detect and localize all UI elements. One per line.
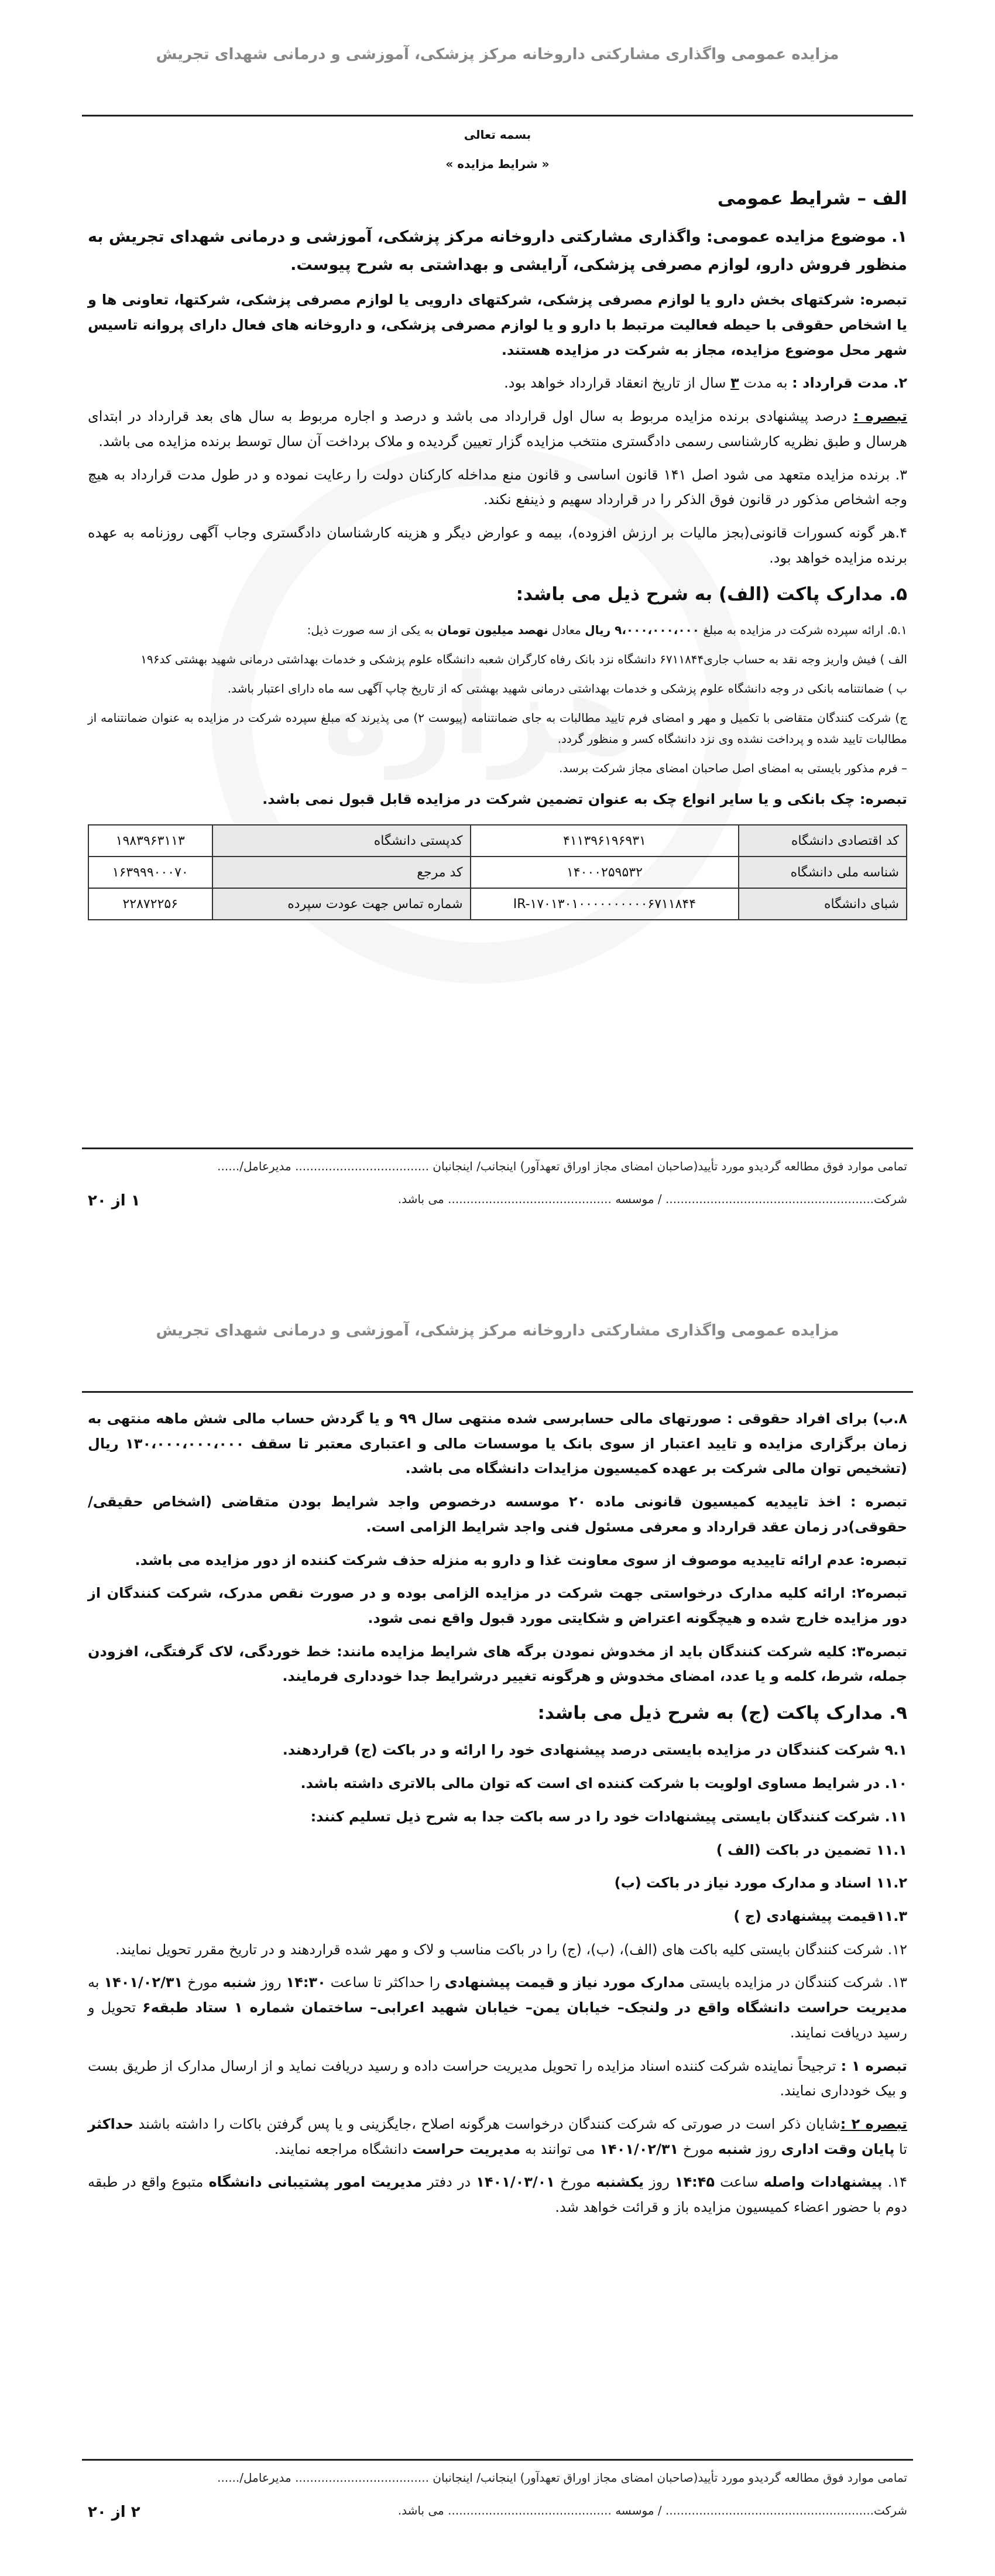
note-13-2: تبصره ۲ :شایان ذکر است در صورتی که شرکت کنندگان درخواست هرگونه اصلاح ،جایگزینی و یا پس گرفتن باکات را داشته باشند حداکثر تا پایان وقت اداری روز شنبه مورخ ۱۴۰۱/۰۲/۳۱ می توانند به مدیریت حراست دانشگاه مراجعه نمایند. bbox=[88, 2115, 908, 2157]
bismillah: بسمه تعالی bbox=[464, 128, 531, 142]
table-cell: کد اقتصادی دانشگاه bbox=[739, 825, 907, 857]
table-cell: کدپستی دانشگاه bbox=[212, 825, 471, 857]
section-a-title: الف – شرایط عمومی bbox=[717, 188, 907, 209]
table-cell: شبای دانشگاه bbox=[739, 888, 907, 920]
item-9-title: ۹. مدارک پاکت (ج) به شرح ذیل می باشد: bbox=[537, 1703, 907, 1724]
table-row bbox=[88, 857, 907, 888]
table-row bbox=[88, 888, 907, 920]
note-8-1: تبصره : اخذ تاییدیه کمیسیون قانونی ماده ۲۰ موسسه درخصوص واجد شرایط بودن متقاضی (اشخاص حقیقی/ حقوقی)در زمان عقد قرارداد و معرفی مسئول فنی واجد شرایط الزامی است. bbox=[88, 1493, 907, 1535]
page-2-footer bbox=[88, 2471, 907, 2536]
note-1: تبصره: شرکتهای بخش دارو یا لوازم مصرفی پزشکی، شرکتهای دارویی یا لوازم مصرفی پزشکی، شرکتها، تعاونی ها و یا اشخاص حقوقی با حیطه فعالیت مرتبط با دارو و یا لوازم مصرفی پزشکی، و داروخانه های فعال دارای پروانه تاسیس شهر محل موضوع مزایده، مجاز به شرکت در مزایده هستند. bbox=[88, 292, 907, 358]
item-8-b: ۸.ب) برای افراد حقوقی : صورتهای مالی حسابرسی شده منتهی سال ۹۹ و یا گردش حساب مالی شش ماهه منتهی به زمان برگزاری مزایده و تایید اعتبار از سوی بانک یا موسسات مالی و اعتباری معتبر تا سقف ۱۳۰،۰۰۰،۰۰۰،۰۰۰ ریال (تشخیص توان مالی شرکت بر عهده کمیسیون مزایدات دانشگاه می باشد. bbox=[88, 1410, 908, 1477]
item-1: ۱. موضوع مزایده عمومی: واگذاری مشارکتی داروخانه مرکز پزشکی، آموزشی و درمانی شهدای تجریش به منظور فروش دارو، لوازم مصرفی پزشکی، آرایشی و بهداشتی به شرح پیوست. bbox=[88, 228, 907, 275]
item-4: ۴.هر گونه کسورات قانونی(بجز مالیات بر ارزش افزوده)، بیمه و عوارض دیگر و هزینه کارشناسان دادگستری وجاب آگهی روزنامه به عهده برنده مزایده خواهد بود. bbox=[88, 525, 907, 566]
page-header: مزایده عمومی واگذاری مشارکتی داروخانه مرکز پزشکی، آموزشی و درمانی شهدای تجریش bbox=[156, 46, 839, 63]
item-11-2: ۱۱.۲ اسناد و مدارک مورد نیاز در باکت (ب) bbox=[614, 1875, 907, 1892]
table-cell: شماره تماس جهت عودت سپرده bbox=[212, 888, 471, 920]
table-cell: کد مرجع bbox=[212, 857, 471, 888]
table-cell: شناسه ملی دانشگاه bbox=[739, 857, 907, 888]
item-2: ۲. مدت قرارداد : به مدت ۳ سال از تاریخ انعقاد قرارداد خواهد بود. bbox=[504, 375, 907, 392]
item-5-title: ۵. مدارک پاکت (الف) به شرح ذیل می باشد: bbox=[516, 584, 907, 605]
page-header: مزایده عمومی واگذاری مشارکتی داروخانه مرکز پزشکی، آموزشی و درمانی شهدای تجریش bbox=[156, 1322, 839, 1340]
page-2 bbox=[0, 1276, 995, 2576]
page-1 bbox=[0, 0, 995, 1253]
option-alef: الف ) فیش واریز وجه نقد به حساب جاری۶۷۱۱۸۴۴ دانشگاه نزد بانک رفاه کارگران شعبه دانشگاه علوم پزشکی و خدمات بهداشتی درمانی شهید بهشتی کد۱۹۶ bbox=[140, 652, 907, 666]
option-jim: ج) شرکت کنندگان متقاضی با تکمیل و مهر و امضای فرم تایید مطالبات به جای ضمانتنامه (پیوست ۲) می پذیرند که مبلغ سپرده شرکت در مزایده به عنوان ضمانتنامه از مطالبات تایید شده و پرداخت نشده وی نزد دانشگاه کسر و منظور گردد. bbox=[88, 710, 907, 746]
item-11-1: ۱۱.۱ تضمین در باکت (الف ) bbox=[716, 1841, 907, 1858]
footer-company-line: شرکت........................................................ / موسسه ............................................ می باشد. bbox=[397, 1192, 907, 1206]
footer-signature-line: تمامی موارد فوق مطالعه گردیدو مورد تأیید(صاحبان امضای مجاز اوراق تعهدآور) اینجانب/ اینجانبان .................................... مدیرعامل/...... bbox=[217, 1159, 907, 1173]
item-11: ۱۱. شرکت کنندگان بایستی پیشنهادات خود را در سه باکت جدا به شرح ذیل تسلیم کنند: bbox=[310, 1808, 907, 1825]
option-be: ب ) ضمانتنامه بانکی در وجه دانشگاه علوم پزشکی و خدمات بهداشتی درمانی شهید بهشتی که از تاریخ چاپ آگهی سه ماه دارای اعتبار باشد. bbox=[227, 681, 907, 696]
footer-rule bbox=[82, 1147, 913, 1149]
table-cell: ۱۹۸۳۹۶۳۱۱۳ bbox=[88, 825, 212, 857]
note-13-1: تبصره ۱ : ترجیحاً نماینده شرکت کننده اسناد مزایده را تحویل مدیریت حراست داده و رسید دریافت نماید و از ارسال مدارک از طریق بست و بیک خودداری نمایند. bbox=[88, 2057, 907, 2099]
table-cell: ۲۲۸۷۲۲۵۶ bbox=[88, 888, 212, 920]
table-row bbox=[88, 825, 907, 857]
table-cell: ۴۱۱۳۹۶۱۹۶۹۳۱ bbox=[471, 825, 739, 857]
header-rule bbox=[82, 1391, 913, 1393]
page-1-body bbox=[88, 124, 907, 931]
form-note: – فرم مذکور بایستی به امضای اصل صاحبان امضای مجاز شرکت برسد. bbox=[559, 761, 907, 775]
item-9-1: ۹.۱ شرکت کنندگان در مزایده بایستی درصد پیشنهادی خود را ارائه و در باکت (ج) قراردهند. bbox=[282, 1742, 907, 1759]
footer-rule bbox=[82, 2459, 913, 2461]
page-1-footer bbox=[88, 1159, 907, 1225]
table-cell: IR-۱۷۰۱۳۰۱۰۰۰۰۰۰۰۰۰۰۶۷۱۱۸۴۴ bbox=[471, 888, 739, 920]
table-cell: ۱۶۳۹۹۹۰۰۰۷۰ bbox=[88, 857, 212, 888]
footer-signature-line: تمامی موارد فوق مطالعه گردیدو مورد تأیید(صاحبان امضای مجاز اوراق تعهدآور) اینجانب/ اینجانبان .................................... مدیرعامل/...... bbox=[217, 2471, 907, 2485]
university-info-table bbox=[88, 824, 907, 920]
note-8-2: تبصره: عدم ارائه تاییدیه موصوف از سوی معاونت غذا و دارو به منزله حذف شرکت کننده از دور مزایده می باشد. bbox=[135, 1551, 907, 1568]
item-14: ۱۴. پیشنهادات واصله ساعت ۱۴:۴۵ روز یکشنبه مورخ ۱۴۰۱/۰۳/۰۱ در دفتر مدیریت امور پشتیبانی دانشگاه متبوع واقع در طبقه دوم با حضور اعضاء کمیسیون مزایده باز و قرائت خواهد شد. bbox=[88, 2174, 908, 2216]
page-2-body bbox=[88, 1406, 907, 2228]
item-10: ۱۰. در شرایط مساوی اولویت با شرکت کننده ای است که توان مالی بالاتری داشته باشد. bbox=[300, 1775, 907, 1792]
note-8-3: تبصره۲: ارائه کلیه مدارک درخواستی جهت شرکت در مزایده الزامی بوده و در صورت نقص مدرک، شرکت کنندگان از دور مزایده خارج شده و هیچگونه اعتراض و شکایتی مورد قبول واقع نمی شود. bbox=[88, 1585, 907, 1627]
note-2: تبصره : درصد پیشنهادی برنده مزایده مربوط به سال اول قرارداد می باشد و درصد و اجاره مربوط به سال های بعد قرارداد در ابتدای هرسال و طبق نظریه کارشناسی رسمی دادگستری منتخب مزایده گزار تعیین گردیده و ملاک برداخت آن سال توسط برنده مزایده می باشد. bbox=[88, 408, 907, 450]
table-cell: ۱۴۰۰۰۲۵۹۵۳۲ bbox=[471, 857, 739, 888]
item-11-3: ۱۱.۳قیمت پیشنهادی (ج ) bbox=[733, 1907, 907, 1924]
item-13: ۱۳. شرکت کنندگان در مزایده بایستی مدارک مورد نیاز و قیمت پیشنهادی را حداکثر تا ساعت ۱۴:۳۰ روز شنبه مورخ ۱۴۰۱/۰۲/۳۱ به مدیریت حراست دانشگاه واقع در ولنجک– خیابان یمن– خیابان شهید اعرابی– ساختمان شماره ۱ ستاد طبقه۶ تحویل و رسید دریافت نمایند. bbox=[88, 1974, 907, 2041]
note-8-4: تبصره۳: کلیه شرکت کنندگان باید از مخدوش نمودن برگه های شرایط مزایده مانند: خط خوردگی، لاک گرفتگی، افزودن جمله، شرط، کلمه و یا عدد، امضای مخدوش و هرگونه تغییر درشرایط جدا خودداری فرمایند. bbox=[88, 1643, 907, 1685]
item-3: ۳. برنده مزایده متعهد می شود اصل ۱۴۱ قانون اساسی و قانون منع مداخله کارکنان دولت را رعایت نموده و در طول مدت قرارداد به هیچ وجه اشخاص مذکور در قانون فوق الذکر را در قرارداد سهیم و ذینفع نکند. bbox=[88, 466, 907, 508]
item-5-1: ۵.۱. ارائه سپرده شرکت در مزایده به مبلغ ۹،۰۰۰،۰۰۰،۰۰۰ ریال معادل نهصد میلیون تومان به یکی از سه صورت ذیل: bbox=[307, 622, 907, 637]
item-12: ۱۲. شرکت کنندگان بایستی کلیه باکت های (الف)، (ب)، (ج) را در باکت مناسب و لاک و مهر شده قراردهند و در تاریخ مقرر تحویل نمایند. bbox=[115, 1941, 907, 1958]
header-rule bbox=[82, 115, 913, 117]
doc-subtitle: « شرایط مزایده » bbox=[445, 157, 550, 171]
page-number: ۱ از ۲۰ bbox=[88, 1192, 140, 1210]
page-number: ۲ از ۲۰ bbox=[88, 2503, 140, 2521]
note-3: تبصره: چک بانکی و یا سایر انواع چک به عنوان تضمین شرکت در مزایده قابل قبول نمی باشد. bbox=[262, 790, 907, 807]
footer-company-line: شرکت........................................................ / موسسه ............................................ می باشد. bbox=[397, 2503, 907, 2517]
